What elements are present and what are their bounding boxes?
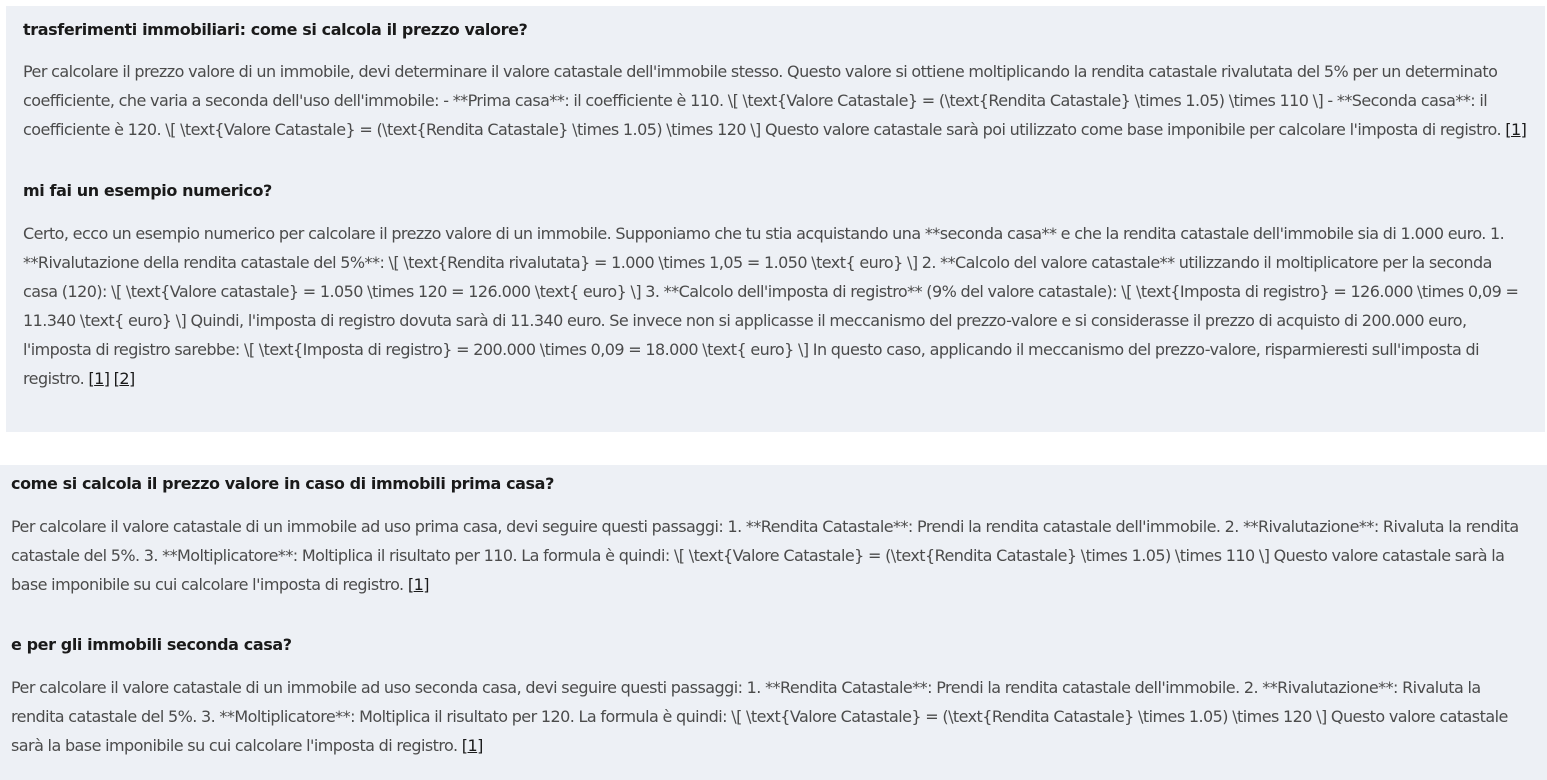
answer-text <box>23 57 1528 144</box>
answer-body: Certo, ecco un esempio numerico per calcolare il prezzo valore di un immobile. Supponiamo che tu stia acquistando una **seconda casa** e che la rendita catastale dell'immobile sia di 1.000 euro. 1. **Rivalutazione della rendita catastale del 5%**: \[ \text{Rendita rivalutata} = 1.000 \times 1,05 = 1.050 \text{ euro} \] 2. **Calcolo del valore catastale** utilizzando il moltiplicatore per la seconda casa (120): \[ \text{Valore catastale} = 1.050 \times 120 = 126.000 \text{ euro} \] 3. **Calcolo dell'imposta di registro** (9% del valore catastale): \[ \text{Imposta di registro} = 126.000 \times 0,09 = 11.340 \text{ euro} \] Quindi, l'imposta di registro dovuta sarà di 11.340 euro. Se invece non si applicasse il meccanismo del prezzo-valore e si considerasse il prezzo di acquisto di 200.000 euro, l'imposta di registro sarebbe: \[ \text{Imposta di registro} = 200.000 \times 0,09 = 18.000 \text{ euro} \] In questo caso, applicando il meccanismo del prezzo-valore, risparmieresti sull'imposta di registro. <box>23 224 1519 388</box>
answer-body: Per calcolare il valore catastale di un immobile ad uso prima casa, devi seguire questi passaggi: 1. **Rendita Catastale**: Prendi la rendita catastale dell'immobile. 2. **Rivalutazione**: Rivaluta la rendita catastale del 5%. 3. **Moltiplicatore**: Moltiplica il risultato per 110. La formula è quindi: \[ \text{Valore Catastale} = (\text{Rendita Catastale} \times 1.05) \times 110 \] Questo valore catastale sarà la base imponibile su cui calcolare l'imposta di registro. <box>11 517 1519 594</box>
reference-link-1[interactable]: 1 <box>413 575 424 594</box>
answer-text <box>11 673 1536 760</box>
reference-list: [1] <box>1505 120 1527 139</box>
chat-panel-2 <box>0 465 1547 780</box>
reference-list: [1] <box>461 736 483 755</box>
question-text: trasferimenti immobiliari: come si calcola il prezzo valore? <box>23 20 528 39</box>
reference-link-1[interactable]: 1 <box>467 736 478 755</box>
chat-panel-1 <box>6 6 1545 432</box>
reference-link-2[interactable]: 2 <box>119 369 130 388</box>
answer-text <box>11 512 1536 599</box>
reference-link-1[interactable]: 1 <box>94 369 104 388</box>
answer-text <box>23 219 1528 393</box>
answer-body: Per calcolare il valore catastale di un immobile ad uso seconda casa, devi seguire questi passaggi: 1. **Rendita Catastale**: Prendi la rendita catastale dell'immobile. 2. **Rivalutazione**: Rivaluta la rendita catastale del 5%. 3. **Moltiplicatore**: Moltiplica il risultato per 120. La formula è quindi: \[ \text{Valore Catastale} = (\text{Rendita Catastale} \times 1.05) \times 120 \] Questo valore catastale sarà la base imponibile su cui calcolare l'imposta di registro. <box>11 678 1508 755</box>
question-text: e per gli immobili seconda casa? <box>11 635 292 654</box>
reference-list: [1] [2] <box>88 369 135 388</box>
answer-body: Per calcolare il prezzo valore di un immobile, devi determinare il valore catastale dell'immobile stesso. Questo valore si ottiene moltiplicando la rendita catastale rivalutata del 5% per un determinato coefficiente, che varia a seconda dell'uso dell'immobile: - **Prima casa**: il coefficiente è 110. \[ \text{Valore Catastale} = (\text{Rendita Catastale} \times 1.05) \times 110 \] - **Seconda casa**: il coefficiente è 120. \[ \text{Valore Catastale} = (\text{Rendita Catastale} \times 1.05) \times 120 \] Questo valore catastale sarà poi utilizzato come base imponibile per calcolare l'imposta di registro. <box>23 62 1501 139</box>
reference-list: [1] <box>407 575 429 594</box>
reference-link-1[interactable]: 1 <box>1510 120 1521 139</box>
question-text: mi fai un esempio numerico? <box>23 181 272 200</box>
question-text: come si calcola il prezzo valore in caso di immobili prima casa? <box>11 474 554 493</box>
